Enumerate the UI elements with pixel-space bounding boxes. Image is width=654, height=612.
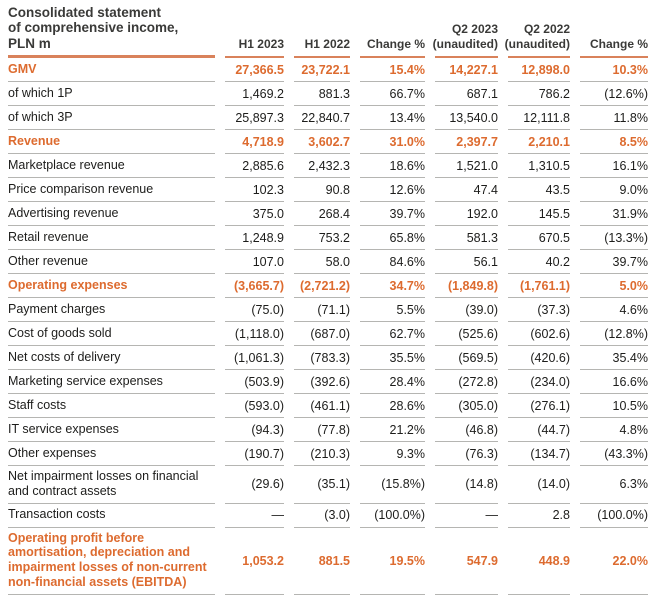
table-row [8,274,648,298]
cell-value: 2,210.1 [508,130,570,154]
row-label: Price comparison revenue [8,178,215,202]
cell-value: 34.7% [360,274,425,298]
row-label: Marketing service expenses [8,370,215,394]
cell-value: 786.2 [508,82,570,106]
table-row [8,178,648,202]
cell-value: 1,521.0 [435,154,498,178]
row-label: of which 3P [8,106,215,130]
cell-value: 22.0% [580,528,648,595]
row-label: Net costs of delivery [8,346,215,370]
cell-value: 1,248.9 [225,226,284,250]
cell-value: 35.5% [360,346,425,370]
cell-value: 22,840.7 [294,106,350,130]
cell-value: (46.8) [435,418,498,442]
cell-value: — [435,504,498,528]
table-row [8,346,648,370]
column-header-change-h1 [360,4,425,58]
cell-value: (569.5) [435,346,498,370]
cell-value: — [225,504,284,528]
cell-value: (12.8%) [580,322,648,346]
cell-value: 581.3 [435,226,498,250]
table-row [8,466,648,504]
table-title [8,4,215,58]
cell-value: (15.8%) [360,466,425,504]
cell-value: 102.3 [225,178,284,202]
row-label: Revenue [8,130,215,154]
table-row [8,106,648,130]
column-header-sublabel: (unaudited) [504,37,570,52]
cell-value: 16.6% [580,370,648,394]
table-row [8,370,648,394]
cell-value: 43.5 [508,178,570,202]
cell-value: (783.3) [294,346,350,370]
row-label: of which 1P [8,82,215,106]
cell-value: (14.8) [435,466,498,504]
cell-value: 25,897.3 [225,106,284,130]
table-header-row [8,4,648,58]
column-header-label: Change % [366,37,425,52]
row-label: Advertising revenue [8,202,215,226]
cell-value: (37.3) [508,298,570,322]
cell-value: (525.6) [435,322,498,346]
cell-value: (75.0) [225,298,284,322]
cell-value: 9.3% [360,442,425,466]
column-header-label: Change % [589,37,648,52]
table-row [8,418,648,442]
cell-value: (3.0) [294,504,350,528]
cell-value: 13.4% [360,106,425,130]
cell-value: 23,722.1 [294,58,350,82]
table-title-line-2: of comprehensive income, [8,20,179,36]
table-row [8,322,648,346]
row-label: Other expenses [8,442,215,466]
cell-value: 19.5% [360,528,425,595]
table-row [8,442,648,466]
cell-value: 12.6% [360,178,425,202]
cell-value: 12,898.0 [508,58,570,82]
table-row [8,504,648,528]
row-label: Other revenue [8,250,215,274]
cell-value: (35.1) [294,466,350,504]
row-label: IT service expenses [8,418,215,442]
cell-value: 3,602.7 [294,130,350,154]
cell-value: 881.5 [294,528,350,595]
cell-value: 2,885.6 [225,154,284,178]
cell-value: (12.6%) [580,82,648,106]
cell-value: (39.0) [435,298,498,322]
cell-value: 35.4% [580,346,648,370]
cell-value: 31.9% [580,202,648,226]
table-row [8,528,648,595]
cell-value: 21.2% [360,418,425,442]
cell-value: 84.6% [360,250,425,274]
cell-value: 58.0 [294,250,350,274]
cell-value: (234.0) [508,370,570,394]
cell-value: (305.0) [435,394,498,418]
row-label: Net impairment losses on financial and contract assets [8,466,215,504]
column-header-label: Q2 2022 [523,22,570,37]
row-label: Transaction costs [8,504,215,528]
cell-value: 9.0% [580,178,648,202]
column-header-h1-2023 [225,4,284,58]
table-row [8,250,648,274]
cell-value: (29.6) [225,466,284,504]
cell-value: 28.6% [360,394,425,418]
cell-value: 13,540.0 [435,106,498,130]
cell-value: 39.7% [360,202,425,226]
row-label: Marketplace revenue [8,154,215,178]
cell-value: 881.3 [294,82,350,106]
cell-value: 448.9 [508,528,570,595]
row-label: GMV [8,58,215,82]
column-header-q2-2022 [504,4,570,58]
table-row [8,226,648,250]
cell-value: (392.6) [294,370,350,394]
cell-value: 62.7% [360,322,425,346]
table-row [8,154,648,178]
cell-value: (14.0) [508,466,570,504]
cell-value: (210.3) [294,442,350,466]
cell-value: 14,227.1 [435,58,498,82]
cell-value: 10.3% [580,58,648,82]
cell-value: 15.4% [360,58,425,82]
cell-value: 12,111.8 [508,106,570,130]
cell-value: 5.5% [360,298,425,322]
column-header-label: Q2 2023 [451,22,498,37]
cell-value: 65.8% [360,226,425,250]
table-title-line-3: PLN m [8,35,51,51]
cell-value: 1,310.5 [508,154,570,178]
cell-value: 145.5 [508,202,570,226]
cell-value: 6.3% [580,466,648,504]
cell-value: 31.0% [360,130,425,154]
cell-value: (272.8) [435,370,498,394]
cell-value: 687.1 [435,82,498,106]
cell-value: (76.3) [435,442,498,466]
row-label: Cost of goods sold [8,322,215,346]
table-row [8,298,648,322]
cell-value: 4.6% [580,298,648,322]
cell-value: 4,718.9 [225,130,284,154]
cell-value: (1,761.1) [508,274,570,298]
table-row [8,202,648,226]
row-label: Payment charges [8,298,215,322]
cell-value: 18.6% [360,154,425,178]
cell-value: 47.4 [435,178,498,202]
cell-value: 2.8 [508,504,570,528]
row-label: Staff costs [8,394,215,418]
cell-value: 40.2 [508,250,570,274]
column-header-sublabel: (unaudited) [432,37,498,52]
cell-value: 192.0 [435,202,498,226]
table-body [8,58,648,595]
cell-value: (94.3) [225,418,284,442]
cell-value: 670.5 [508,226,570,250]
column-header-change-q2 [580,4,648,58]
table-title-text [8,5,178,51]
row-label: Operating profit before amortisation, depreciation and impairment losses of non-current non-financial assets (EBITDA) [8,528,215,595]
cell-value: (100.0%) [360,504,425,528]
cell-value: 4.8% [580,418,648,442]
cell-value: (2,721.2) [294,274,350,298]
cell-value: 2,432.3 [294,154,350,178]
column-header-label: H1 2022 [304,37,350,52]
cell-value: 16.1% [580,154,648,178]
cell-value: 1,469.2 [225,82,284,106]
cell-value: 10.5% [580,394,648,418]
cell-value: (134.7) [508,442,570,466]
cell-value: (13.3%) [580,226,648,250]
row-label: Operating expenses [8,274,215,298]
cell-value: 5.0% [580,274,648,298]
cell-value: 11.8% [580,106,648,130]
cell-value: 66.7% [360,82,425,106]
cell-value: (1,849.8) [435,274,498,298]
table-row [8,82,648,106]
cell-value: (100.0%) [580,504,648,528]
table-title-line-1: Consolidated statement [8,5,162,20]
column-header-label: H1 2023 [238,37,284,52]
cell-value: (77.8) [294,418,350,442]
cell-value: 547.9 [435,528,498,595]
cell-value: 8.5% [580,130,648,154]
table-row [8,130,648,154]
row-label: Retail revenue [8,226,215,250]
column-header-h1-2022 [294,4,350,58]
cell-value: (1,061.3) [225,346,284,370]
cell-value: 28.4% [360,370,425,394]
table-row [8,58,648,82]
cell-value: (190.7) [225,442,284,466]
cell-value: (276.1) [508,394,570,418]
cell-value: (71.1) [294,298,350,322]
cell-value: 56.1 [435,250,498,274]
cell-value: 39.7% [580,250,648,274]
cell-value: (1,118.0) [225,322,284,346]
cell-value: (44.7) [508,418,570,442]
cell-value: 268.4 [294,202,350,226]
cell-value: 753.2 [294,226,350,250]
cell-value: 1,053.2 [225,528,284,595]
cell-value: (3,665.7) [225,274,284,298]
cell-value: 2,397.7 [435,130,498,154]
column-header-q2-2023 [432,4,498,58]
cell-value: 90.8 [294,178,350,202]
cell-value: (461.1) [294,394,350,418]
cell-value: (43.3%) [580,442,648,466]
cell-value: (593.0) [225,394,284,418]
cell-value: (420.6) [508,346,570,370]
cell-value: (602.6) [508,322,570,346]
cell-value: (503.9) [225,370,284,394]
cell-value: 375.0 [225,202,284,226]
cell-value: 107.0 [225,250,284,274]
table-row [8,394,648,418]
cell-value: (687.0) [294,322,350,346]
cell-value: 27,366.5 [225,58,284,82]
